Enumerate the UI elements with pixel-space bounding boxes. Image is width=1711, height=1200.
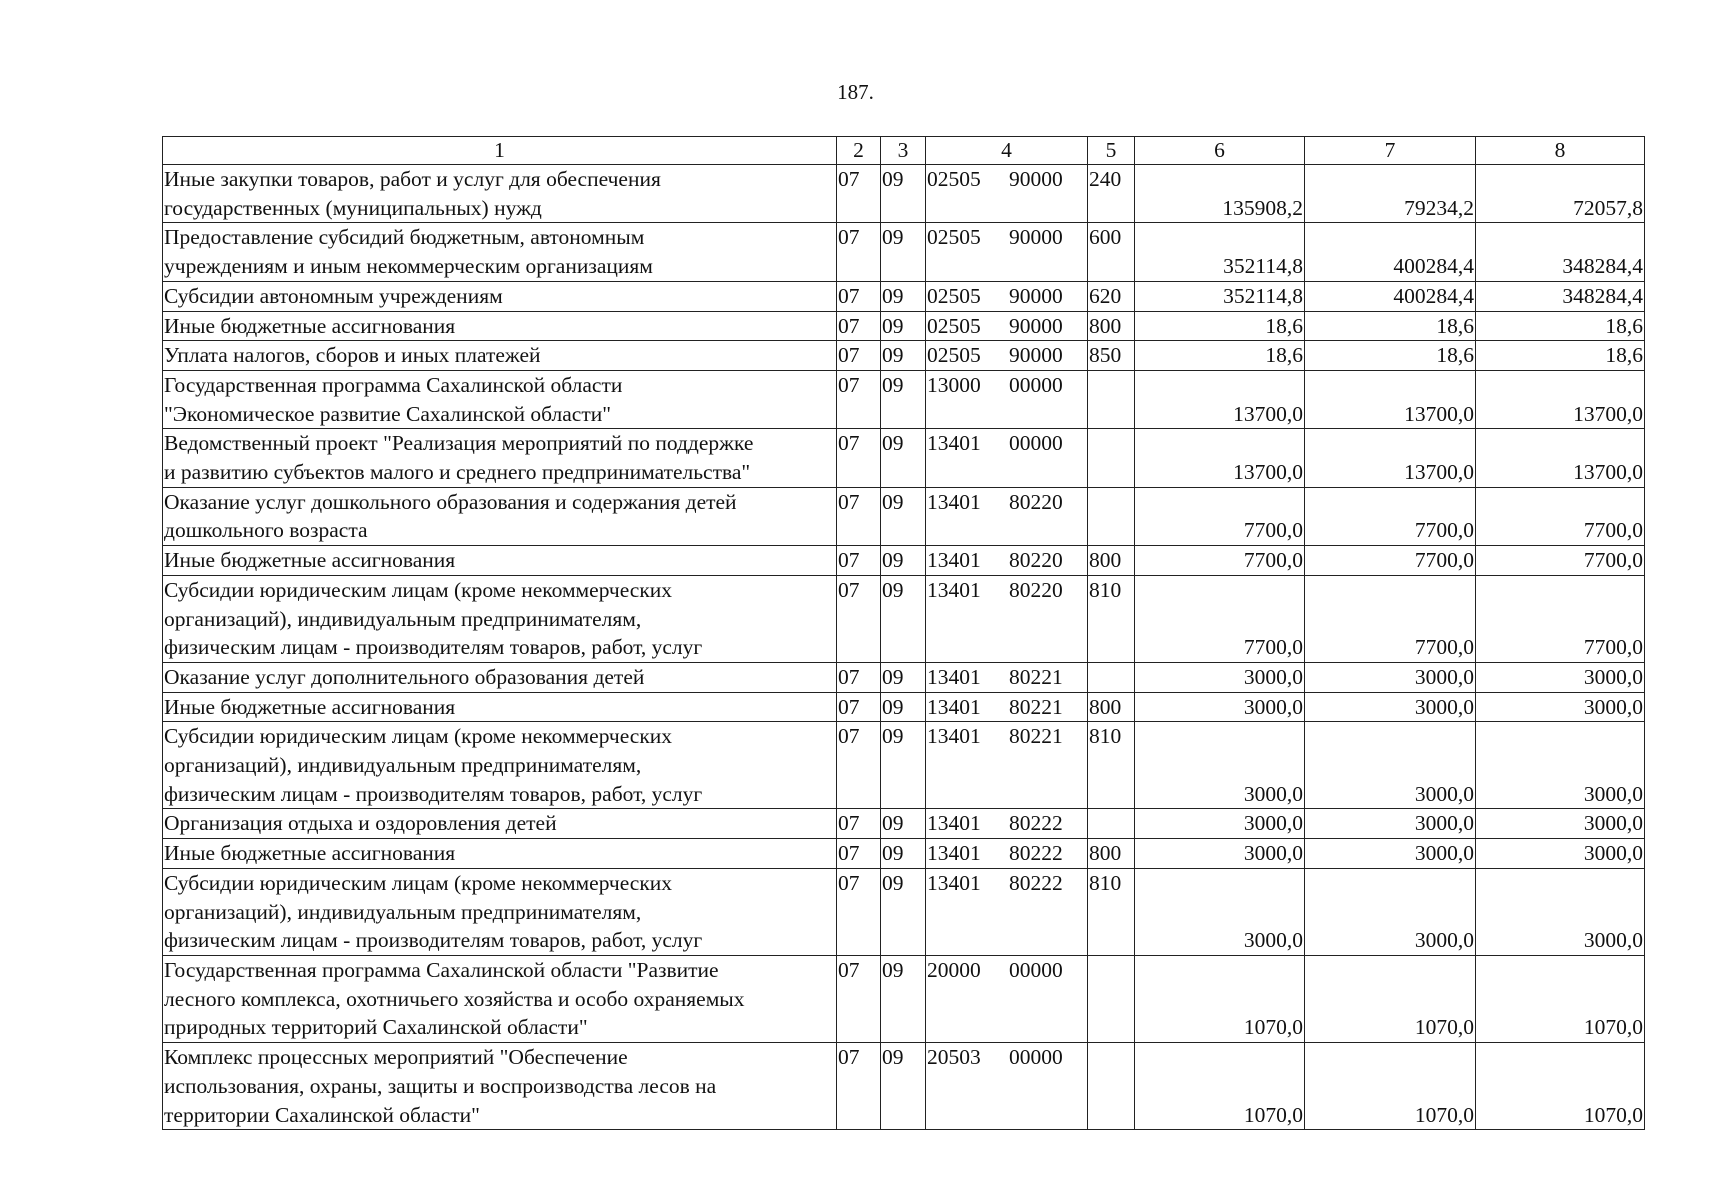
- amount-col8-cell: 13700,0: [1476, 370, 1645, 428]
- target-article-part1: 02505: [927, 283, 981, 308]
- table-row: [163, 839, 1645, 869]
- target-article-part2: 80220: [1009, 577, 1063, 602]
- row-name-cell: [163, 370, 837, 428]
- row-name-cell: [163, 429, 837, 487]
- amount-col6-cell: 7700,0: [1135, 487, 1305, 545]
- row-name-cell: [163, 1043, 837, 1130]
- row-name-line: Иные бюджетные ассигнования: [164, 841, 456, 866]
- amount-col8-cell: 348284,4: [1476, 223, 1645, 281]
- row-name-line: государственных (муниципальных) нужд: [164, 195, 542, 220]
- section-code-cell: 07: [837, 1043, 881, 1130]
- amount-col7-cell: 3000,0: [1305, 662, 1476, 692]
- expense-type-cell: 810: [1088, 722, 1135, 809]
- expense-type-cell: [1088, 1043, 1135, 1130]
- target-article-part1: 02505: [927, 343, 981, 368]
- target-article-cell: [926, 1043, 1088, 1130]
- target-article-part2: 00000: [1009, 372, 1063, 397]
- table-row: [163, 722, 1645, 809]
- section-code-cell: 07: [837, 575, 881, 662]
- amount-col6-cell: 135908,2: [1135, 165, 1305, 223]
- row-name-line: дошкольного возраста: [164, 518, 368, 543]
- target-article-cell: [926, 429, 1088, 487]
- table-body: [163, 137, 1645, 1130]
- amount-col6-cell: 1070,0: [1135, 1043, 1305, 1130]
- amount-col8-cell: 18,6: [1476, 311, 1645, 341]
- target-article-part1: 13401: [927, 431, 981, 456]
- table-row: [163, 165, 1645, 223]
- amount-col6-cell: 3000,0: [1135, 662, 1305, 692]
- row-name-cell: [163, 868, 837, 955]
- row-name-line: лесного комплекса, охотничьего хозяйства и особо охраняемых: [164, 986, 745, 1011]
- target-article-part1: 02505: [927, 225, 981, 250]
- target-article-cell: [926, 692, 1088, 722]
- row-name-cell: [163, 722, 837, 809]
- target-article-part1: 13401: [927, 724, 981, 749]
- row-name-cell: [163, 839, 837, 869]
- subsection-code-cell: 09: [881, 1043, 926, 1130]
- amount-col6-cell: 352114,8: [1135, 281, 1305, 311]
- subsection-code-cell: 09: [881, 487, 926, 545]
- target-article-cell: [926, 341, 1088, 371]
- section-code-cell: 07: [837, 281, 881, 311]
- expense-type-cell: 620: [1088, 281, 1135, 311]
- row-name-line: Оказание услуг дошкольного образования и содержания детей: [164, 489, 737, 514]
- section-code-cell: 07: [837, 429, 881, 487]
- amount-col7-cell: 7700,0: [1305, 575, 1476, 662]
- amount-col7-cell: 18,6: [1305, 311, 1476, 341]
- section-code-cell: 07: [837, 722, 881, 809]
- section-code-cell: 07: [837, 223, 881, 281]
- row-name-line: Субсидии юридическим лицам (кроме некоммерческих: [164, 577, 673, 602]
- row-name-line: территории Сахалинской области": [164, 1102, 480, 1127]
- amount-col7-cell: 1070,0: [1305, 955, 1476, 1042]
- subsection-code-cell: 09: [881, 955, 926, 1042]
- row-name-line: Предоставление субсидий бюджетным, автономным: [164, 225, 645, 250]
- target-article-part2: 80221: [1009, 724, 1063, 749]
- section-code-cell: 07: [837, 341, 881, 371]
- target-article-part2: 00000: [1009, 431, 1063, 456]
- target-article-part2: 80222: [1009, 841, 1063, 866]
- target-article-cell: [926, 955, 1088, 1042]
- subsection-code-cell: 09: [881, 341, 926, 371]
- header-cell: 6: [1135, 137, 1305, 165]
- amount-col6-cell: 18,6: [1135, 311, 1305, 341]
- expense-type-cell: [1088, 809, 1135, 839]
- target-article-part2: 90000: [1009, 343, 1063, 368]
- row-name-cell: [163, 575, 837, 662]
- section-code-cell: 07: [837, 662, 881, 692]
- target-article-part2: 00000: [1009, 957, 1063, 982]
- amount-col8-cell: 3000,0: [1476, 722, 1645, 809]
- row-name-cell: [163, 223, 837, 281]
- target-article-part2: 00000: [1009, 1045, 1063, 1070]
- expense-type-cell: 600: [1088, 223, 1135, 281]
- amount-col8-cell: 3000,0: [1476, 839, 1645, 869]
- target-article-part2: 80222: [1009, 870, 1063, 895]
- target-article-cell: [926, 722, 1088, 809]
- expense-type-cell: 240: [1088, 165, 1135, 223]
- row-name-cell: [163, 311, 837, 341]
- amount-col7-cell: 79234,2: [1305, 165, 1476, 223]
- table-row: [163, 341, 1645, 371]
- amount-col8-cell: 1070,0: [1476, 955, 1645, 1042]
- table-row: [163, 487, 1645, 545]
- subsection-code-cell: 09: [881, 311, 926, 341]
- target-article-cell: [926, 546, 1088, 576]
- target-article-part2: 80221: [1009, 694, 1063, 719]
- target-article-part1: 13401: [927, 577, 981, 602]
- amount-col7-cell: 400284,4: [1305, 281, 1476, 311]
- section-code-cell: 07: [837, 868, 881, 955]
- subsection-code-cell: 09: [881, 722, 926, 809]
- section-code-cell: 07: [837, 955, 881, 1042]
- page-number: 187.: [837, 80, 874, 104]
- amount-col6-cell: 7700,0: [1135, 546, 1305, 576]
- section-code-cell: 07: [837, 692, 881, 722]
- target-article-part2: 90000: [1009, 313, 1063, 338]
- budget-table: [162, 136, 1645, 1130]
- amount-col7-cell: 3000,0: [1305, 839, 1476, 869]
- subsection-code-cell: 09: [881, 809, 926, 839]
- target-article-part1: 13401: [927, 664, 981, 689]
- header-cell: 7: [1305, 137, 1476, 165]
- section-code-cell: 07: [837, 487, 881, 545]
- amount-col8-cell: 72057,8: [1476, 165, 1645, 223]
- row-name-cell: [163, 692, 837, 722]
- expense-type-cell: 810: [1088, 868, 1135, 955]
- target-article-cell: [926, 839, 1088, 869]
- target-article-part1: 13401: [927, 811, 981, 836]
- amount-col8-cell: 348284,4: [1476, 281, 1645, 311]
- target-article-cell: [926, 809, 1088, 839]
- target-article-cell: [926, 370, 1088, 428]
- row-name-line: Иные бюджетные ассигнования: [164, 313, 456, 338]
- subsection-code-cell: 09: [881, 370, 926, 428]
- amount-col8-cell: 13700,0: [1476, 429, 1645, 487]
- amount-col8-cell: 3000,0: [1476, 692, 1645, 722]
- subsection-code-cell: 09: [881, 223, 926, 281]
- table-row: [163, 281, 1645, 311]
- header-cell: 2: [837, 137, 881, 165]
- subsection-code-cell: 09: [881, 281, 926, 311]
- amount-col7-cell: 3000,0: [1305, 722, 1476, 809]
- expense-type-cell: [1088, 429, 1135, 487]
- row-name-line: Иные бюджетные ассигнования: [164, 548, 456, 573]
- target-article-cell: [926, 223, 1088, 281]
- row-name-line: организаций), индивидуальным предпринимателям,: [164, 606, 642, 631]
- amount-col7-cell: 400284,4: [1305, 223, 1476, 281]
- row-name-cell: [163, 662, 837, 692]
- target-article-part1: 13401: [927, 548, 981, 573]
- expense-type-cell: [1088, 662, 1135, 692]
- amount-col6-cell: 3000,0: [1135, 868, 1305, 955]
- row-name-line: Ведомственный проект "Реализация мероприятий по поддержке: [164, 431, 754, 456]
- table-row: [163, 370, 1645, 428]
- table-row: [163, 311, 1645, 341]
- amount-col7-cell: 3000,0: [1305, 692, 1476, 722]
- row-name-line: Государственная программа Сахалинской области: [164, 372, 623, 397]
- target-article-part2: 80222: [1009, 811, 1063, 836]
- amount-col7-cell: 1070,0: [1305, 1043, 1476, 1130]
- table-row: [163, 662, 1645, 692]
- row-name-line: Государственная программа Сахалинской области "Развитие: [164, 957, 719, 982]
- amount-col8-cell: 3000,0: [1476, 662, 1645, 692]
- amount-col8-cell: 7700,0: [1476, 575, 1645, 662]
- header-cell: 1: [163, 137, 837, 165]
- target-article-part1: 13401: [927, 489, 981, 514]
- amount-col6-cell: 1070,0: [1135, 955, 1305, 1042]
- target-article-part2: 80220: [1009, 548, 1063, 573]
- expense-type-cell: [1088, 955, 1135, 1042]
- target-article-part1: 13401: [927, 870, 981, 895]
- amount-col8-cell: 7700,0: [1476, 487, 1645, 545]
- amount-col7-cell: 3000,0: [1305, 868, 1476, 955]
- target-article-cell: [926, 662, 1088, 692]
- row-name-cell: [163, 546, 837, 576]
- table-row: [163, 575, 1645, 662]
- amount-col6-cell: 3000,0: [1135, 722, 1305, 809]
- row-name-line: учреждениям и иным некоммерческим организациям: [164, 254, 653, 279]
- amount-col6-cell: 3000,0: [1135, 839, 1305, 869]
- table-row: [163, 868, 1645, 955]
- target-article-part2: 90000: [1009, 283, 1063, 308]
- row-name-line: физическим лицам - производителям товаров, работ, услуг: [164, 635, 703, 660]
- expense-type-cell: [1088, 487, 1135, 545]
- expense-type-cell: 800: [1088, 692, 1135, 722]
- target-article-cell: [926, 868, 1088, 955]
- amount-col6-cell: 3000,0: [1135, 692, 1305, 722]
- amount-col6-cell: 13700,0: [1135, 429, 1305, 487]
- amount-col7-cell: 13700,0: [1305, 370, 1476, 428]
- table-row: [163, 223, 1645, 281]
- subsection-code-cell: 09: [881, 662, 926, 692]
- expense-type-cell: [1088, 370, 1135, 428]
- row-name-line: Комплекс процессных мероприятий "Обеспечение: [164, 1045, 628, 1070]
- section-code-cell: 07: [837, 370, 881, 428]
- target-article-part2: 90000: [1009, 167, 1063, 191]
- target-article-part2: 90000: [1009, 225, 1063, 250]
- amount-col7-cell: 3000,0: [1305, 809, 1476, 839]
- row-name-line: организаций), индивидуальным предпринимателям,: [164, 899, 642, 924]
- table-row: [163, 692, 1645, 722]
- amount-col8-cell: 3000,0: [1476, 809, 1645, 839]
- target-article-part2: 80220: [1009, 489, 1063, 514]
- section-code-cell: 07: [837, 839, 881, 869]
- header-cell: 8: [1476, 137, 1645, 165]
- row-name-line: Иные бюджетные ассигнования: [164, 694, 456, 719]
- row-name-line: Оказание услуг дополнительного образования детей: [164, 664, 645, 689]
- header-cell: 4: [926, 137, 1088, 165]
- row-name-line: Субсидии автономным учреждениям: [164, 283, 503, 308]
- amount-col8-cell: 18,6: [1476, 341, 1645, 371]
- amount-col7-cell: 18,6: [1305, 341, 1476, 371]
- row-name-cell: [163, 487, 837, 545]
- target-article-part1: 02505: [927, 167, 981, 191]
- amount-col7-cell: 13700,0: [1305, 429, 1476, 487]
- amount-col7-cell: 7700,0: [1305, 487, 1476, 545]
- target-article-part1: 13401: [927, 694, 981, 719]
- subsection-code-cell: 09: [881, 429, 926, 487]
- target-article-cell: [926, 281, 1088, 311]
- row-name-line: физическим лицам - производителям товаров, работ, услуг: [164, 781, 703, 806]
- row-name-line: природных территорий Сахалинской области": [164, 1015, 588, 1040]
- row-name-line: использования, охраны, защиты и воспроизводства лесов на: [164, 1073, 717, 1098]
- target-article-part1: 13000: [927, 372, 981, 397]
- amount-col8-cell: 1070,0: [1476, 1043, 1645, 1130]
- row-name-cell: [163, 809, 837, 839]
- target-article-part2: 80221: [1009, 664, 1063, 689]
- expense-type-cell: 800: [1088, 311, 1135, 341]
- target-article-part1: 02505: [927, 313, 981, 338]
- row-name-cell: [163, 341, 837, 371]
- subsection-code-cell: 09: [881, 165, 926, 223]
- row-name-line: Уплата налогов, сборов и иных платежей: [164, 343, 541, 368]
- target-article-cell: [926, 165, 1088, 223]
- amount-col6-cell: 7700,0: [1135, 575, 1305, 662]
- subsection-code-cell: 09: [881, 546, 926, 576]
- row-name-line: Иные закупки товаров, работ и услуг для обеспечения: [164, 167, 661, 191]
- row-name-cell: [163, 281, 837, 311]
- target-article-part1: 20000: [927, 957, 981, 982]
- amount-col6-cell: 18,6: [1135, 341, 1305, 371]
- expense-type-cell: 800: [1088, 546, 1135, 576]
- amount-col6-cell: 352114,8: [1135, 223, 1305, 281]
- expense-type-cell: 810: [1088, 575, 1135, 662]
- header-row: [163, 137, 1645, 165]
- target-article-cell: [926, 575, 1088, 662]
- target-article-part1: 20503: [927, 1045, 981, 1070]
- table-row: [163, 429, 1645, 487]
- amount-col7-cell: 7700,0: [1305, 546, 1476, 576]
- header-cell: 3: [881, 137, 926, 165]
- table-row: [163, 546, 1645, 576]
- subsection-code-cell: 09: [881, 839, 926, 869]
- row-name-cell: [163, 955, 837, 1042]
- subsection-code-cell: 09: [881, 575, 926, 662]
- table-row: [163, 809, 1645, 839]
- subsection-code-cell: 09: [881, 868, 926, 955]
- section-code-cell: 07: [837, 546, 881, 576]
- amount-col8-cell: 7700,0: [1476, 546, 1645, 576]
- amount-col6-cell: 3000,0: [1135, 809, 1305, 839]
- row-name-line: физическим лицам - производителям товаров, работ, услуг: [164, 928, 703, 953]
- row-name-line: Субсидии юридическим лицам (кроме некоммерческих: [164, 870, 673, 895]
- expense-type-cell: 850: [1088, 341, 1135, 371]
- target-article-part1: 13401: [927, 841, 981, 866]
- amount-col8-cell: 3000,0: [1476, 868, 1645, 955]
- row-name-line: Субсидии юридическим лицам (кроме некоммерческих: [164, 724, 673, 749]
- table-row: [163, 1043, 1645, 1130]
- target-article-cell: [926, 487, 1088, 545]
- subsection-code-cell: 09: [881, 692, 926, 722]
- section-code-cell: 07: [837, 165, 881, 223]
- amount-col6-cell: 13700,0: [1135, 370, 1305, 428]
- row-name-cell: [163, 165, 837, 223]
- table-row: [163, 955, 1645, 1042]
- header-cell: 5: [1088, 137, 1135, 165]
- section-code-cell: 07: [837, 809, 881, 839]
- row-name-line: Организация отдыха и оздоровления детей: [164, 811, 557, 836]
- section-code-cell: 07: [837, 311, 881, 341]
- row-name-line: организаций), индивидуальным предпринимателям,: [164, 753, 642, 778]
- target-article-cell: [926, 311, 1088, 341]
- expense-type-cell: 800: [1088, 839, 1135, 869]
- row-name-line: и развитию субъектов малого и среднего предпринимательства": [164, 460, 751, 485]
- row-name-line: "Экономическое развитие Сахалинской области": [164, 401, 612, 426]
